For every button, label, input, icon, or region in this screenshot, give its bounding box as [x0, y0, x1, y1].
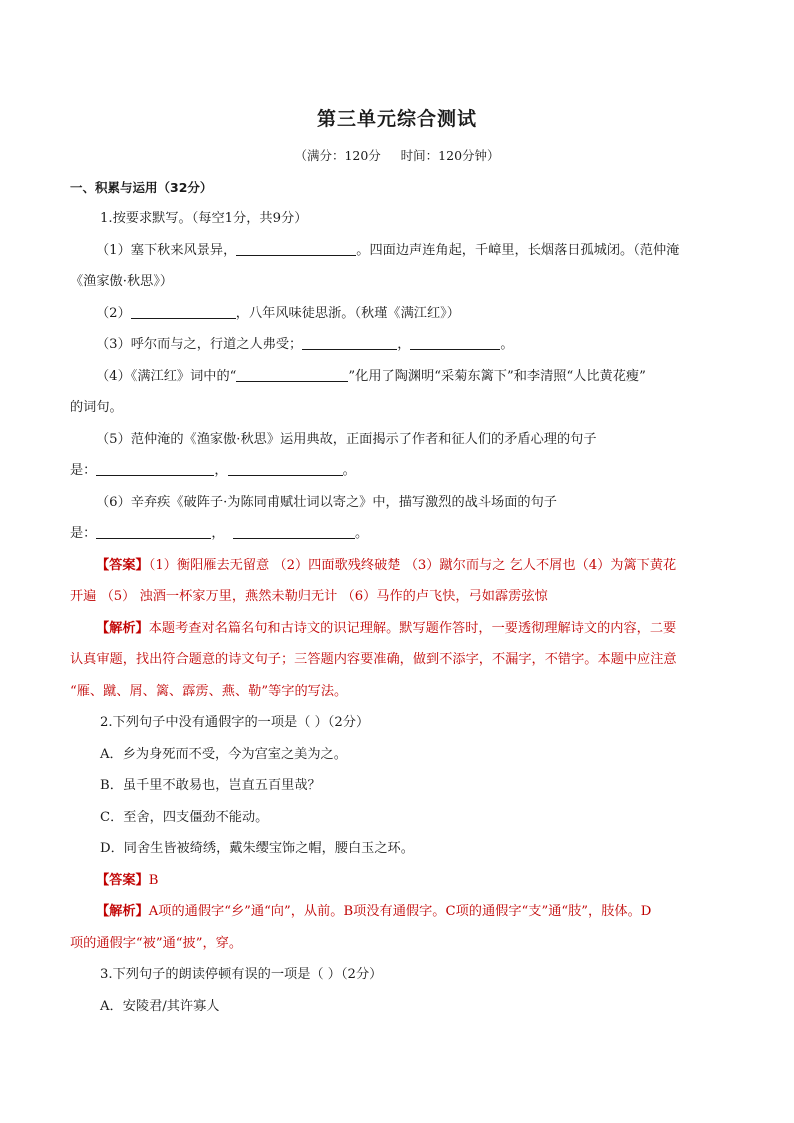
- page-subtitle: （满分：120分 时间：120分钟）: [294, 148, 500, 163]
- q1-blank-7[interactable]: [228, 460, 343, 476]
- q1-line-4a: （4）《满江红》词中的“: [96, 368, 237, 384]
- q1-line-5c: ，: [214, 463, 228, 478]
- q2-option-c: C．至舍，四支僵劲不能动。: [100, 809, 269, 825]
- q1-answer-1: （1）衡阳雁去无留意 （2）四面歌残终破楚 （3）蹴尔而与之 乞人不屑也（4）为篱下黄花: [148, 557, 677, 573]
- q1-analysis-2: 认真审题，找出符合题意的诗文句子；三答题内容要准确，做到不添字，不漏字，不错字。本题中应注意: [70, 652, 677, 667]
- q1-line-5: [70, 455, 732, 487]
- q2-option-a: A．乡为身死而不受，今为宫室之美为之。: [100, 746, 347, 762]
- q3-option-a: A．安陵君/其许寡人: [100, 998, 220, 1014]
- q1-analysis-tag: 【解析】: [96, 620, 149, 636]
- page-title: 第三单元综合测试: [316, 108, 477, 130]
- q2-analysis-1: A项的通假字“乡”通“向”，从前。B项没有通假字。C项的通假字“支”通“肢”，肢体。D: [148, 904, 652, 919]
- q2-answer-tag: 【答案】: [96, 872, 149, 888]
- q2-prompt: 2.下列句子中没有通假字的一项是（ ）（2分）: [100, 715, 370, 730]
- q1-blank-3[interactable]: [302, 334, 397, 350]
- q1-line-3a: （3）呼尔而与之，行道之人弗受；: [96, 337, 303, 352]
- q1-blank-4[interactable]: [410, 334, 500, 350]
- q1-line-6a: （6）辛弃疾《破阵子·为陈同甫赋壮词以寄之》中，描写激烈的战斗场面的句子: [96, 494, 557, 510]
- q1-line-2b: ，八年风味徒思浙。（秋瑾《满江红》）: [235, 305, 460, 321]
- q1-line-5b: 是：: [70, 463, 97, 478]
- q1-line-5d: 。: [342, 463, 356, 478]
- q1-line-6d: 。: [354, 526, 369, 541]
- q1-blank-5[interactable]: [236, 366, 348, 382]
- q1-answer: [70, 550, 732, 582]
- q1-line-5a: （5）范仲淹的《渔家傲·秋思》运用典故，正面揭示了作者和征人们的矛盾心理的句子: [96, 431, 597, 447]
- q1-line-6b: 是：: [70, 526, 97, 541]
- q2-answer: [70, 865, 732, 897]
- q1-analysis: [70, 613, 732, 645]
- q1-blank-1[interactable]: [236, 240, 356, 256]
- q1-blank-9[interactable]: [233, 523, 355, 539]
- q1-line-3b: ，: [397, 337, 411, 352]
- section-heading: 一、积累与运用（32分）: [70, 180, 213, 195]
- q1-line-6: [70, 518, 732, 550]
- q1-blank-8[interactable]: [96, 523, 211, 539]
- q1-answer-2: 开遍 （5） 浊酒一杯家万里，燕然未勒归无计 （6）马作的卢飞快，弓如霹雳弦惊: [70, 589, 548, 604]
- q1-line-3c: 。: [500, 337, 514, 352]
- q3-prompt: 3.下列句子的朗读停顿有误的一项是（ ）（2分）: [100, 967, 383, 982]
- q1-line-4c: 的词句。: [70, 400, 123, 415]
- q1-answer-tag: 【答案】: [96, 557, 149, 573]
- q1-line-2a: （2）: [96, 305, 131, 321]
- q2-answer-value: B: [148, 872, 159, 888]
- q1-blank-2[interactable]: [131, 303, 236, 319]
- q2-analysis: [70, 896, 732, 928]
- q1-line-1b: 。四面边声连角起，千嶂里，长烟落日孤城闭。（范仲淹: [356, 242, 680, 258]
- q1-line-1a: （1）塞下秋来风景异，: [96, 242, 237, 258]
- q1-line-2: [70, 298, 732, 330]
- question-content: [70, 203, 732, 1022]
- q2-analysis-tag: 【解析】: [96, 904, 149, 919]
- q1-line-1c: 《渔家傲·秋思》）: [70, 274, 174, 289]
- q1-blank-6[interactable]: [96, 460, 214, 476]
- q2-analysis-2: 项的通假字“被”通“披”，穿。: [70, 935, 243, 951]
- q1-analysis-1: 本题考查对名篇名句和古诗文的识记理解。默写题作答时，一要透彻理解诗文的内容，二要: [148, 620, 677, 636]
- q1-prompt: 1.按要求默写。（每空1分，共9分）: [100, 211, 308, 226]
- q1-line-4: [70, 361, 732, 393]
- q1-line-3: [70, 329, 732, 361]
- q2-option-d: D．同舍生皆被绮绣，戴朱缨宝饰之帽，腰白玉之环。: [100, 841, 414, 856]
- q1-line-1: [70, 235, 732, 267]
- q1-analysis-3: “雁、蹴、屑、篱、霹雳、燕、勒”等字的写法。: [70, 683, 348, 699]
- q1-line-4b: ”化用了陶渊明“采菊东篱下”和李清照“人比黄花瘦”: [348, 368, 646, 384]
- q2-option-b: B．虽千里不敢易也，岂直五百里哉？: [100, 778, 321, 793]
- q1-line-6c: ，: [211, 526, 225, 541]
